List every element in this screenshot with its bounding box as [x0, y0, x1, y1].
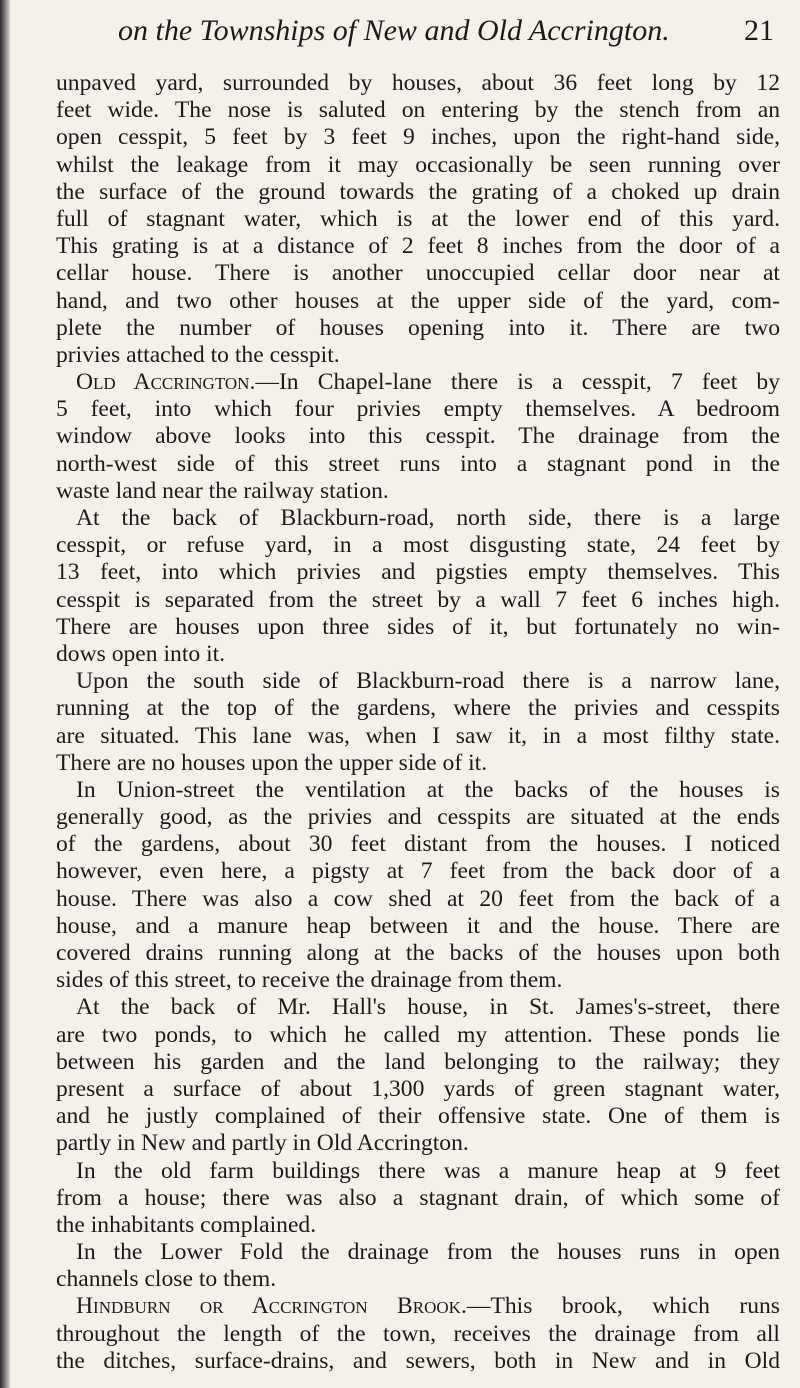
text-line: generally good, as the privies and cesspits are situated at the ends: [56, 804, 780, 831]
text-line: cesspit is separated from the street by a wall 7 feet 6 inches high.: [56, 586, 780, 613]
text-line: house. There was also a cow shed at 20 feet from the back of a: [56, 885, 780, 912]
text-line: At the back of Blackburn-road, north side, there is a large: [76, 505, 780, 531]
page-header: [58, 14, 782, 48]
page-number: 21: [744, 14, 774, 47]
text-line: Hindburn or Accrington Brook.—This brook, which runs: [76, 1293, 780, 1320]
text-line: and he justly complained of their offensive state. One of them is: [56, 1103, 780, 1130]
text-line: north-west side of this street runs into a stagnant pond in the: [56, 450, 780, 477]
text-line: There are no houses upon the upper side of it.: [56, 749, 488, 776]
text-line: partly in New and partly in Old Accrington.: [56, 1130, 469, 1157]
text-line: are situated. This lane was, when I saw it, in a most filthy state.: [56, 722, 780, 749]
text-line: house, and a manure heap between it and the house. There are: [56, 912, 780, 939]
text-line: 13 feet, into which privies and pigsties empty themselves. This: [56, 559, 780, 586]
text-line: dows open into it.: [56, 640, 226, 667]
text-line: plete the number of houses opening into it. There are two: [56, 314, 780, 341]
text-line: open cesspit, 5 feet by 3 feet 9 inches, upon the right-hand side,: [56, 124, 780, 151]
text-line: whilst the leakage from it may occasionally be seen running over: [56, 151, 780, 178]
text-line: between his garden and the land belonging to the railway; they: [56, 1048, 780, 1075]
text-line: In the old farm buildings there was a manure heap at 9 feet: [76, 1157, 780, 1184]
text-line: from a house; there was also a stagnant drain, of which some of: [56, 1184, 780, 1211]
text-line: privies attached to the cesspit.: [56, 341, 340, 368]
text-line: the surface of the ground towards the grating of a choked up drain: [56, 178, 780, 205]
text-line: At the back of Mr. Hall's house, in St. James's-street, there: [76, 994, 780, 1021]
text-line: In the Lower Fold the drainage from the houses runs in open: [76, 1239, 780, 1266]
text-line: channels close to them.: [56, 1266, 277, 1293]
text-line: 5 feet, into which four privies empty themselves. A bedroom: [56, 396, 780, 423]
text-line: feet wide. The nose is saluted on entering by the stench from an: [56, 97, 780, 124]
text-line: cesspit, or refuse yard, in a most disgusting state, 24 feet by: [56, 532, 780, 559]
text-line: covered drains running along at the backs of the houses upon both: [56, 940, 780, 966]
binding-gutter: [0, 0, 10, 1388]
text-line: Old Accrington.—In Chapel-lane there is a cesspit, 7 feet by: [76, 369, 780, 396]
text-line: waste land near the railway station.: [56, 477, 389, 504]
text-line: the ditches, surface-drains, and sewers, both in New and in Old: [56, 1347, 780, 1374]
text-line: cellar house. There is another unoccupied cellar door near at: [56, 260, 780, 287]
text-line: of the gardens, about 30 feet distant from the houses. I noticed: [56, 831, 780, 858]
text-line: are two ponds, to which he called my attention. These ponds lie: [56, 1021, 780, 1048]
text-line: In Union-street the ventilation at the backs of the houses is: [76, 776, 780, 803]
text-line: unpaved yard, surrounded by houses, about 36 feet long by 12: [56, 70, 780, 96]
text-line: the inhabitants complained.: [56, 1211, 317, 1238]
text-line: however, even here, a pigsty at 7 feet from the back door of a: [56, 858, 780, 885]
text-line: This grating is at a distance of 2 feet 8 inches from the door of a: [56, 233, 780, 260]
text-line: Upon the south side of Blackburn-road there is a narrow lane,: [76, 668, 780, 695]
text-line: window above looks into this cesspit. The drainage from the: [56, 423, 780, 450]
running-title: on the Townships of New and Old Accrington.: [118, 14, 670, 47]
text-line: full of stagnant water, which is at the lower end of this yard.: [56, 205, 780, 232]
text-line: running at the top of the gardens, where the privies and cesspits: [56, 695, 780, 722]
text-line: sides of this street, to receive the drainage from them.: [56, 967, 563, 994]
text-line: throughout the length of the town, receives the drainage from all: [56, 1320, 780, 1347]
body-text: [56, 70, 780, 1375]
text-line: hand, and two other houses at the upper side of the yard, com-: [56, 287, 780, 314]
text-line: There are houses upon three sides of it, but fortunately no win-: [56, 613, 780, 640]
text-line: present a surface of about 1,300 yards of green stagnant water,: [56, 1075, 780, 1102]
